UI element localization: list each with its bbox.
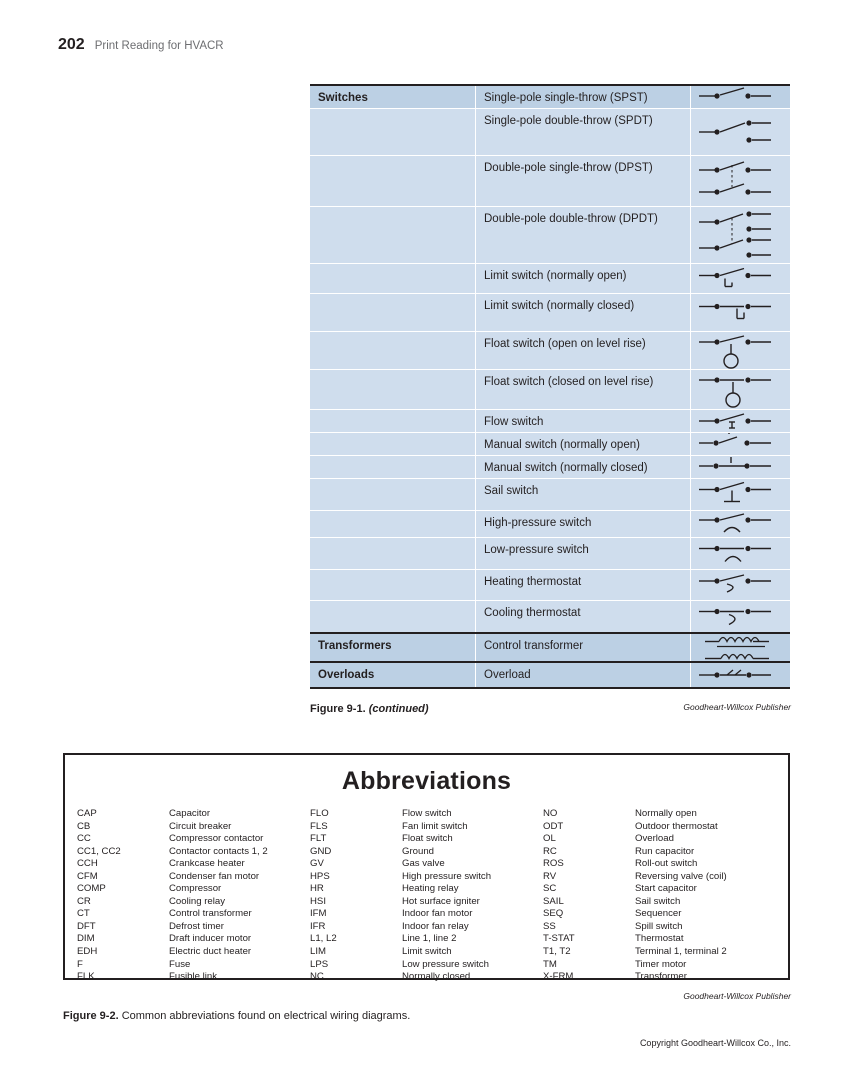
abbreviation-meaning: Normally open xyxy=(635,808,697,819)
page-number: 202 xyxy=(58,36,85,53)
symbol-category xyxy=(310,456,475,478)
abbreviation-meaning: Cooling relay xyxy=(169,895,225,907)
abbreviation-key: FLK xyxy=(77,971,95,983)
symbol-row xyxy=(310,86,790,108)
symbol-row xyxy=(310,206,790,263)
abbreviation-column xyxy=(77,808,310,984)
abbreviation-meaning: Transformer xyxy=(635,971,687,983)
abbreviation-key: LPS xyxy=(310,958,329,970)
symbol-row xyxy=(310,369,790,409)
abbreviation-meaning: Capacitor xyxy=(169,808,211,819)
symbol-row xyxy=(310,478,790,510)
symbol-name: Limit switch (normally open) xyxy=(475,264,690,293)
abbreviation-key: T1, T2 xyxy=(543,946,571,958)
limit-switch-nc-symbol xyxy=(690,294,790,331)
abbreviation-key: X-FRM xyxy=(543,971,574,983)
float-switch-open-symbol xyxy=(690,332,790,369)
symbol-name: Sail switch xyxy=(475,479,690,510)
abbreviation-key: GND xyxy=(310,845,332,857)
symbol-name: Cooling thermostat xyxy=(475,601,690,632)
symbol-name: Float switch (closed on level rise) xyxy=(475,370,690,409)
float-switch-closed-symbol xyxy=(690,370,790,409)
abbreviation-key: DFT xyxy=(77,920,96,932)
abbreviation-meaning: Float switch xyxy=(402,833,453,845)
abbreviation-key: EDH xyxy=(77,946,98,958)
symbol-category xyxy=(310,601,475,632)
running-head: Print Reading for HVACR xyxy=(94,40,224,52)
abbreviation-keys xyxy=(77,808,169,984)
symbol-category xyxy=(310,433,475,455)
high-pressure-switch-symbol xyxy=(690,511,790,537)
symbol-category: Transformers xyxy=(318,640,392,652)
symbol-category xyxy=(310,156,475,206)
abbreviations-title: Abbreviations xyxy=(341,767,512,795)
abbreviation-key: FLS xyxy=(310,820,328,832)
abbreviation-meaning: Circuit breaker xyxy=(169,820,232,832)
abbreviation-keys xyxy=(310,808,402,984)
symbol-category xyxy=(310,294,475,331)
abbreviation-key: ODT xyxy=(543,820,564,832)
symbol-category xyxy=(310,264,475,293)
figure-9-1-credit: Goodheart-Willcox Publisher xyxy=(683,702,791,712)
abbreviation-meaning: Sequencer xyxy=(635,908,682,920)
electrical-symbols-table xyxy=(310,84,790,689)
abbreviation-meaning: Limit switch xyxy=(402,946,452,958)
abbreviation-key: LIM xyxy=(310,946,326,958)
abbreviation-key: NC xyxy=(310,971,324,983)
heating-thermostat-symbol xyxy=(690,570,790,600)
abbreviation-key: OL xyxy=(543,833,556,845)
figure-9-1-caption xyxy=(310,703,429,715)
figure-9-2-text: Common abbreviations found on electrical wiring diagrams. xyxy=(121,1010,411,1022)
abbreviation-meaning: Overload xyxy=(635,833,674,845)
symbol-row xyxy=(310,600,790,632)
abbreviation-meaning: Sail switch xyxy=(635,895,681,907)
abbreviation-key: SC xyxy=(543,883,557,895)
abbreviation-column xyxy=(543,808,776,984)
symbol-name: Float switch (open on level rise) xyxy=(475,332,690,369)
abbreviation-meaning: Defrost timer xyxy=(169,920,224,932)
abbreviation-values xyxy=(169,808,310,984)
abbreviation-key: CCH xyxy=(77,858,98,870)
abbreviation-key: CFM xyxy=(77,870,98,882)
abbreviation-meaning: High pressure switch xyxy=(402,870,492,882)
symbol-row xyxy=(310,108,790,155)
page-header xyxy=(58,36,224,54)
symbol-category xyxy=(310,332,475,369)
symbol-row xyxy=(310,537,790,569)
abbreviation-key: L1, L2 xyxy=(310,933,337,945)
abbreviation-meaning: Run capacitor xyxy=(635,845,695,857)
abbreviation-meaning: Contactor contacts 1, 2 xyxy=(169,845,268,857)
abbreviation-meaning: Heating relay xyxy=(402,883,459,895)
symbol-name: Overload xyxy=(475,663,690,687)
symbol-category xyxy=(310,479,475,510)
abbreviation-meaning: Roll-out switch xyxy=(635,858,698,870)
abbreviation-meaning: Indoor fan relay xyxy=(402,920,469,932)
abbreviation-meaning: Hot surface igniter xyxy=(402,895,480,907)
symbol-name: Manual switch (normally open) xyxy=(475,433,690,455)
symbol-name: Heating thermostat xyxy=(475,570,690,600)
spdt-symbol xyxy=(690,109,790,155)
symbol-category xyxy=(310,410,475,432)
symbol-category: Overloads xyxy=(318,669,375,681)
symbol-row xyxy=(310,632,790,661)
symbol-category xyxy=(310,370,475,409)
abbreviation-key: HR xyxy=(310,883,324,895)
abbreviation-meaning: Reversing valve (coil) xyxy=(635,870,727,882)
abbreviation-meaning: Terminal 1, terminal 2 xyxy=(635,946,727,958)
symbol-name: Flow switch xyxy=(475,410,690,432)
abbreviation-values xyxy=(635,808,776,984)
abbreviation-meaning: Ground xyxy=(402,845,434,857)
abbreviation-meaning: Indoor fan motor xyxy=(402,908,473,920)
abbreviation-key: HSI xyxy=(310,895,326,907)
manual-switch-no-symbol xyxy=(690,433,790,455)
abbreviation-meaning: Electric duct heater xyxy=(169,946,252,958)
abbreviation-key: HPS xyxy=(310,870,330,882)
copyright-notice: Copyright Goodheart-Willcox Co., Inc. xyxy=(639,1038,791,1048)
abbreviation-meaning: Flow switch xyxy=(402,808,452,819)
symbol-row xyxy=(310,432,790,455)
abbreviation-meaning: Control transformer xyxy=(169,908,252,920)
abbreviation-meaning: Gas valve xyxy=(402,858,445,870)
abbreviations-box xyxy=(63,753,790,983)
symbol-row xyxy=(310,455,790,478)
symbol-row xyxy=(310,263,790,293)
abbreviation-meaning: Start capacitor xyxy=(635,883,697,895)
cooling-thermostat-symbol xyxy=(690,601,790,632)
abbreviation-meaning: Fuse xyxy=(169,958,191,970)
symbol-name: Single-pole single-throw (SPST) xyxy=(475,86,690,108)
abbreviation-key: T-STAT xyxy=(543,933,575,945)
abbreviation-key: FLO xyxy=(310,808,329,819)
symbol-category xyxy=(310,538,475,569)
abbreviation-key: SS xyxy=(543,920,556,932)
limit-switch-no-symbol xyxy=(690,264,790,293)
abbreviation-key: CAP xyxy=(77,808,97,819)
abbreviation-key: CB xyxy=(77,820,91,832)
abbreviation-meaning: Spill switch xyxy=(635,920,683,932)
spst-symbol xyxy=(690,86,790,108)
symbol-category xyxy=(310,570,475,600)
symbol-name: Double-pole single-throw (DPST) xyxy=(475,156,690,206)
abbreviation-key: ROS xyxy=(543,858,564,870)
abbreviation-meaning: Fusible link xyxy=(169,971,217,983)
symbol-category: Switches xyxy=(318,92,368,104)
abbreviation-meaning: Outdoor thermostat xyxy=(635,820,718,832)
symbol-category xyxy=(310,207,475,263)
figure-9-2-label: Figure 9-2. xyxy=(63,1010,119,1022)
symbol-name: Single-pole double-throw (SPDT) xyxy=(475,109,690,155)
symbol-name: Low-pressure switch xyxy=(475,538,690,569)
symbol-row xyxy=(310,569,790,600)
abbreviation-key: CC xyxy=(77,833,91,845)
control-transformer-symbol xyxy=(690,634,790,661)
abbreviation-key: FLT xyxy=(310,833,327,845)
symbol-name: High-pressure switch xyxy=(475,511,690,537)
abbreviation-key: F xyxy=(77,958,83,970)
abbreviation-key: COMP xyxy=(77,883,106,895)
abbreviation-meaning: Compressor xyxy=(169,883,222,895)
sail-switch-symbol xyxy=(690,479,790,510)
overload-symbol xyxy=(690,663,790,687)
abbreviation-key: RC xyxy=(543,845,557,857)
abbreviation-key: SEQ xyxy=(543,908,564,920)
figure-9-2-caption xyxy=(63,1010,410,1022)
dpst-symbol xyxy=(690,156,790,206)
abbreviation-meaning: Thermostat xyxy=(635,933,684,945)
abbreviation-key: NO xyxy=(543,808,558,819)
abbreviation-meaning: Condenser fan motor xyxy=(169,870,260,882)
symbol-name: Double-pole double-throw (DPDT) xyxy=(475,207,690,263)
abbreviation-meaning: Line 1, line 2 xyxy=(402,933,457,945)
abbreviation-key: RV xyxy=(543,870,557,882)
abbreviation-key: IFR xyxy=(310,920,326,932)
abbreviation-meaning: Compressor contactor xyxy=(169,833,264,845)
symbol-name: Control transformer xyxy=(475,634,690,661)
abbreviation-key: CR xyxy=(77,895,91,907)
manual-switch-nc-symbol xyxy=(690,456,790,478)
abbreviation-key: IFM xyxy=(310,908,327,920)
symbol-row xyxy=(310,155,790,206)
abbreviation-key: CC1, CC2 xyxy=(77,845,121,857)
symbol-category xyxy=(310,511,475,537)
abbreviation-meaning: Low pressure switch xyxy=(402,958,489,970)
symbol-category xyxy=(310,109,475,155)
dpdt-symbol xyxy=(690,207,790,263)
symbol-name: Manual switch (normally closed) xyxy=(475,456,690,478)
figure-9-2-credit: Goodheart-Willcox Publisher xyxy=(683,991,791,1001)
abbreviation-meaning: Timer motor xyxy=(635,958,687,970)
figure-9-1-continued: (continued) xyxy=(368,703,429,715)
abbreviation-key: DIM xyxy=(77,933,95,945)
abbreviation-column xyxy=(310,808,543,984)
symbol-row xyxy=(310,409,790,432)
abbreviation-key: GV xyxy=(310,858,324,870)
abbreviation-meaning: Draft inducer motor xyxy=(169,933,252,945)
symbol-name: Limit switch (normally closed) xyxy=(475,294,690,331)
symbol-row xyxy=(310,331,790,369)
abbreviation-key: SAIL xyxy=(543,895,564,907)
abbreviation-meaning: Fan limit switch xyxy=(402,820,468,832)
low-pressure-switch-symbol xyxy=(690,538,790,569)
abbreviation-key: TM xyxy=(543,958,557,970)
figure-9-1-label: Figure 9-1. xyxy=(310,703,366,715)
abbreviation-values xyxy=(402,808,543,984)
abbreviation-keys xyxy=(543,808,635,984)
symbol-row xyxy=(310,510,790,537)
abbreviation-meaning: Normally closed xyxy=(402,971,471,983)
abbreviations-columns xyxy=(65,808,788,984)
abbreviation-key: CT xyxy=(77,908,90,920)
symbol-row xyxy=(310,661,790,687)
abbreviation-meaning: Crankcase heater xyxy=(169,858,245,870)
flow-switch-symbol xyxy=(690,410,790,432)
symbol-row xyxy=(310,293,790,331)
